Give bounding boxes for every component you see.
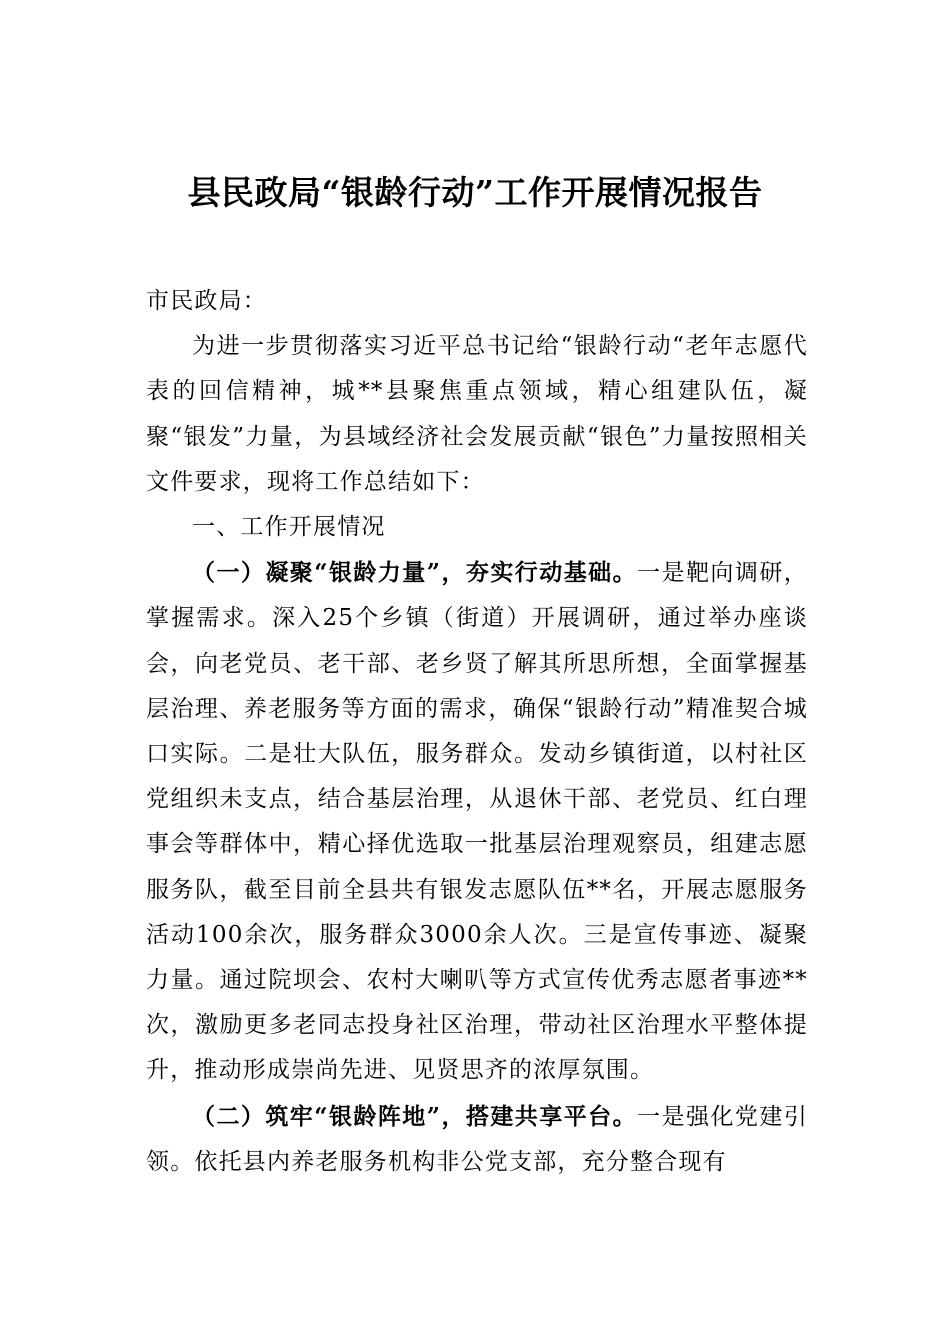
document-title: 县民政局“银龄行动”工作开展情况报告: [187, 173, 763, 212]
part2-title: （二）筑牢“银龄阵地”，搭建共享平台。: [192, 1102, 638, 1130]
part1-body: 一是靶向调研，掌握需求。深入25个乡镇（街道）开展调研，通过举办座谈会，向老党员、老干部、老乡贤了解其所思所想，全面掌握基层治理、养老服务等方面的需求，确保“银龄行动”精准契合城口实际。二是壮大队伍，服务群众。发动乡镇街道，以村社区党组织未支点，结合基层治理，从退休干部、老党员、红白理事会等群体中，精心择优选取一批基层治理观察员，组建志愿服务队，截至目前全县共有银发志愿队伍**名，开展志愿服务活动100余次，服务群众3000余人次。三是宣传事迹、凝聚力量。通过院坝会、农村大喇叭等方式宣传优秀志愿者事迹**次，激励更多老同志投身社区治理，带动社区治理水平整体提升，推动形成崇尚先进、见贤思齐的浓厚氛围。: [146, 560, 808, 1084]
document-body: [146, 279, 808, 1185]
section-heading-1: 一、工作开展情况: [192, 514, 386, 541]
part2-paragraph: [146, 1094, 808, 1185]
part2-body: 一是强化党建引领。依托县内养老服务机构非公党支部，充分整合现有: [146, 1103, 808, 1175]
intro-paragraph: 为进一步贯彻落实习近平总书记给“银龄行动“老年志愿代表的回信精神，城**县聚焦重点领域，精心组建队伍，凝聚“银发”力量，为县域经济社会发展贡献“银色”力量按照相关文件要求，现将工作总结如下：: [146, 333, 808, 495]
part1-title: （一）凝聚“银龄力量”，夯实行动基础。: [192, 559, 638, 587]
part1-paragraph: [146, 550, 808, 1093]
salutation: 市民政局：: [146, 288, 267, 314]
